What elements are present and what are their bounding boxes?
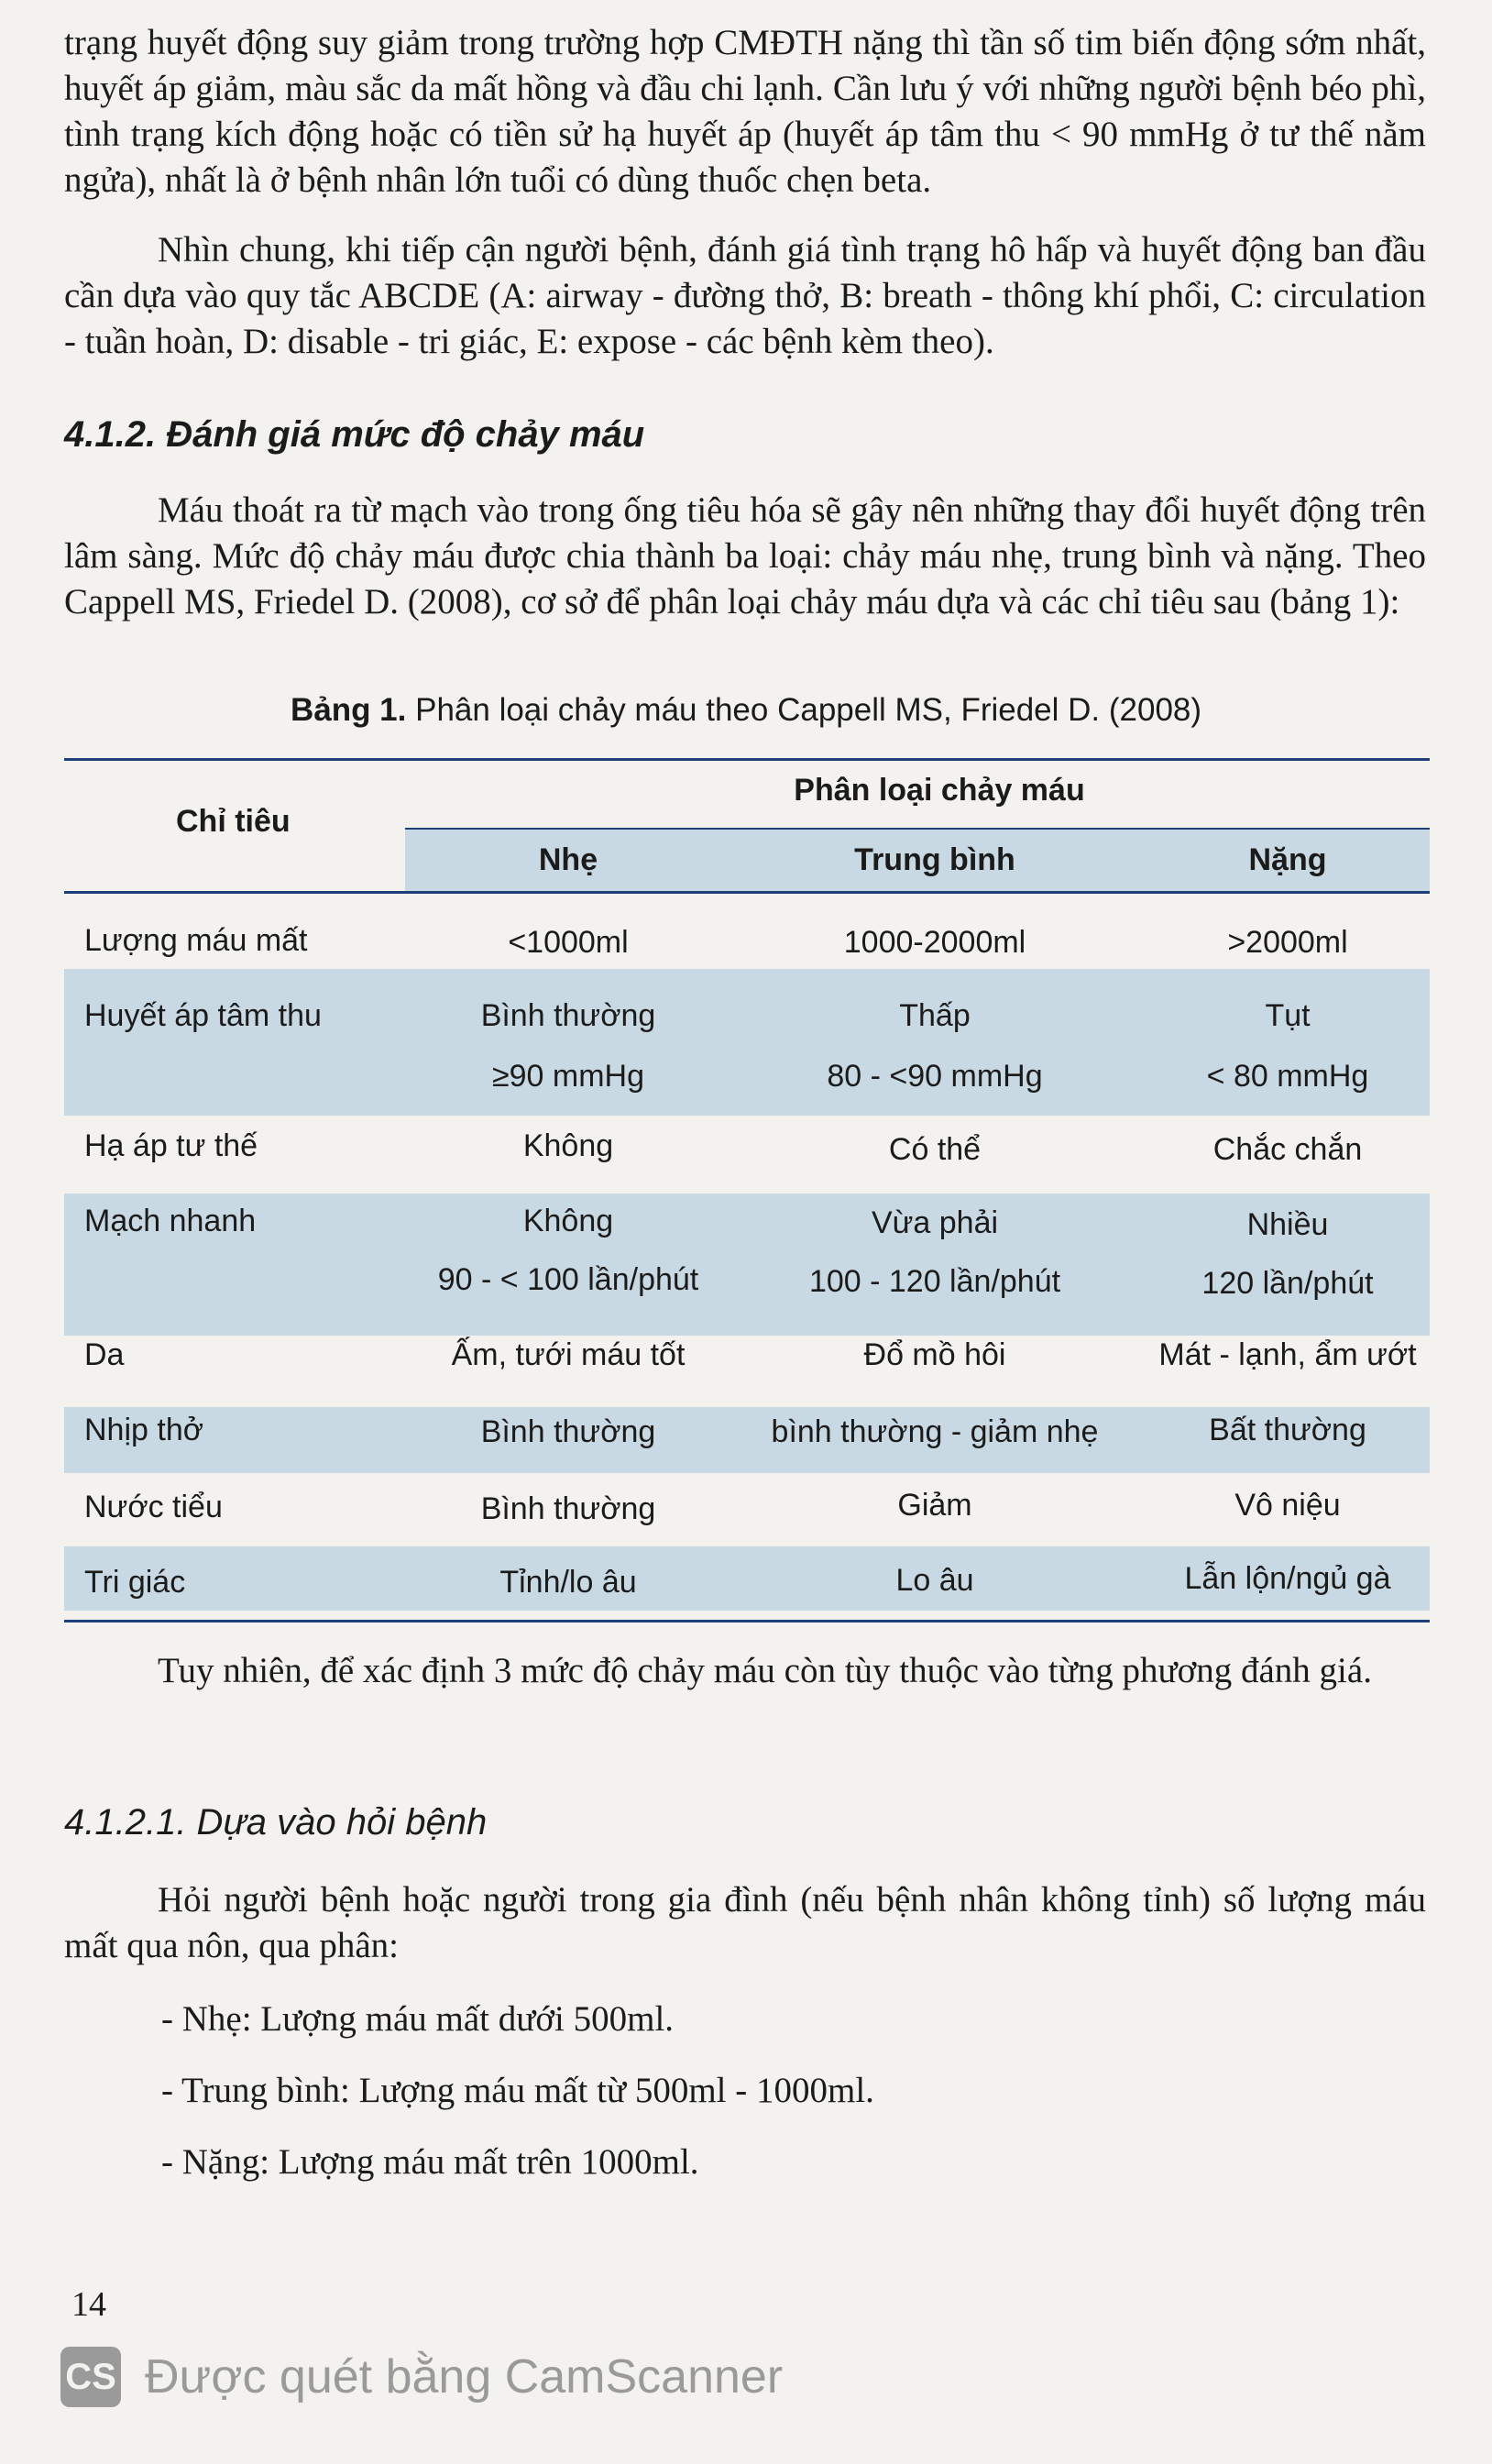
table-caption (0, 692, 1492, 729)
cell-moderate: Thấp (899, 998, 971, 1033)
header-mild: Nhẹ (538, 842, 598, 877)
header-criteria: Chỉ tiêu (176, 804, 291, 839)
cell-moderate: Vừa phải (871, 1205, 999, 1240)
row-label: Lượng máu mất (84, 923, 308, 958)
cell-severe: Chắc chắn (1212, 1132, 1363, 1167)
cell-mild: Tỉnh/lo âu (499, 1565, 637, 1600)
table-header-rule (64, 891, 1430, 894)
table-row-shade (64, 1194, 1430, 1336)
table-top-rule (64, 758, 1430, 761)
cell-severe-detail: 120 lần/phút (1201, 1266, 1374, 1301)
cell-moderate: Đổ mồ hôi (863, 1337, 1006, 1372)
cell-moderate: Lo âu (895, 1563, 974, 1598)
after-table-paragraph: Tuy nhiên, để xác định 3 mức độ chảy máu còn tùy thuộc vào từng phương đánh giá. (158, 1651, 1372, 1690)
cell-mild: Bình thường (480, 1414, 656, 1449)
intro-paragraph-1: trạng huyết động suy giảm trong trường hợp CMĐTH nặng thì tần số tim biến động sớm nhất, huyết áp giảm, màu sắc da mất hồng và đầu chi lạnh. Cần lưu ý với những người bệnh béo phì, tình trạng kích động hoặc có tiền sử hạ huyết áp (huyết áp tâm thu < 90 mmHg ở tư thế nằm ngửa), nhất là ở bệnh nhân lớn tuổi có dùng thuốc chẹn beta. (64, 23, 1426, 200)
subsection-heading: 4.1.2.1. Dựa vào hỏi bệnh (64, 1802, 488, 1842)
section-paragraph: Máu thoát ra từ mạch vào trong ống tiêu hóa sẽ gây nên những thay đổi huyết động trên lâm sàng. Mức độ chảy máu được chia thành ba loại: chảy máu nhẹ, trung bình và nặng. Theo Cappell MS, Friedel D. (2008), cơ sở để phân loại chảy máu dựa và các chỉ tiêu sau (bảng 1): (64, 490, 1426, 622)
header-group: Phân loại chảy máu (794, 773, 1085, 808)
cell-mild-detail: ≥90 mmHg (491, 1059, 645, 1094)
intro-paragraph-2: Nhìn chung, khi tiếp cận người bệnh, đánh giá tình trạng hô hấp và huyết động ban đầu cần dựa vào quy tắc ABCDE (A: airway - đường thở, B: breath - thông khí phổi, C: circulation - tuần hoàn, D: disable - tri giác, E: expose - các bệnh kèm theo). (64, 230, 1426, 361)
cell-mild: Bình thường (480, 1491, 656, 1526)
cell-moderate: Có thể (888, 1132, 982, 1167)
cell-mild: Không (522, 1204, 614, 1238)
cell-mild: <1000ml (508, 925, 629, 960)
bullet-mild: - Nhẹ: Lượng máu mất dưới 500ml. (161, 1999, 675, 2039)
camscanner-watermark (60, 2347, 783, 2407)
bleeding-classification-table (64, 758, 1430, 1634)
row-label: Da (84, 1337, 125, 1372)
cell-severe: >2000ml (1227, 925, 1348, 960)
table-bottom-rule (64, 1620, 1430, 1622)
cell-severe: Lẫn lộn/ngủ gà (1184, 1561, 1391, 1596)
cell-severe: Nhiều (1246, 1207, 1329, 1242)
header-severe: Nặng (1248, 842, 1327, 877)
cell-moderate-detail: 100 - 120 lần/phút (808, 1264, 1061, 1299)
cell-severe: Bất thường (1209, 1413, 1366, 1447)
cell-mild: Ấm, tưới máu tốt (451, 1337, 686, 1372)
cell-moderate-detail: 80 - <90 mmHg (827, 1059, 1043, 1094)
header-moderate: Trung bình (854, 842, 1015, 877)
cell-moderate: bình thường - giảm nhẹ (771, 1414, 1099, 1449)
row-label: Mạch nhanh (84, 1204, 257, 1238)
cell-moderate: 1000-2000ml (843, 925, 1026, 960)
table-group-rule (405, 828, 1430, 830)
cell-mild-detail: 90 - < 100 lần/phút (437, 1262, 699, 1297)
section-heading: 4.1.2. Đánh giá mức độ chảy máu (64, 414, 645, 455)
cell-severe: Mát - lạnh, ẩm ướt (1158, 1337, 1417, 1372)
cell-moderate: Giảm (897, 1488, 972, 1523)
row-label: Huyết áp tâm thu (84, 998, 322, 1033)
camscanner-logo-icon: CS (60, 2347, 121, 2407)
table-caption-label: Bảng 1. (290, 692, 407, 728)
row-label: Nước tiểu (84, 1490, 223, 1524)
cell-severe-detail: < 80 mmHg (1206, 1059, 1369, 1094)
cell-mild: Bình thường (480, 998, 656, 1033)
watermark-text: Được quét bằng CamScanner (145, 2350, 784, 2404)
bullet-severe: - Nặng: Lượng máu mất trên 1000ml. (161, 2142, 699, 2182)
row-label: Hạ áp tư thế (84, 1128, 258, 1163)
cell-mild: Không (522, 1128, 614, 1163)
cell-severe: Vô niệu (1234, 1488, 1341, 1523)
subsection-paragraph: Hỏi người bệnh hoặc người trong gia đình (nếu bệnh nhân không tỉnh) số lượng máu mất qua nôn, qua phân: (64, 1880, 1426, 1965)
table-caption-text: Phân loại chảy máu theo Cappell MS, Friedel D. (2008) (406, 692, 1202, 728)
bullet-moderate: - Trung bình: Lượng máu mất từ 500ml - 1000ml. (161, 2071, 874, 2110)
page-number: 14 (71, 2285, 106, 2324)
cell-severe: Tụt (1265, 998, 1311, 1033)
row-label: Nhịp thở (84, 1413, 204, 1447)
row-label: Tri giác (84, 1565, 186, 1600)
